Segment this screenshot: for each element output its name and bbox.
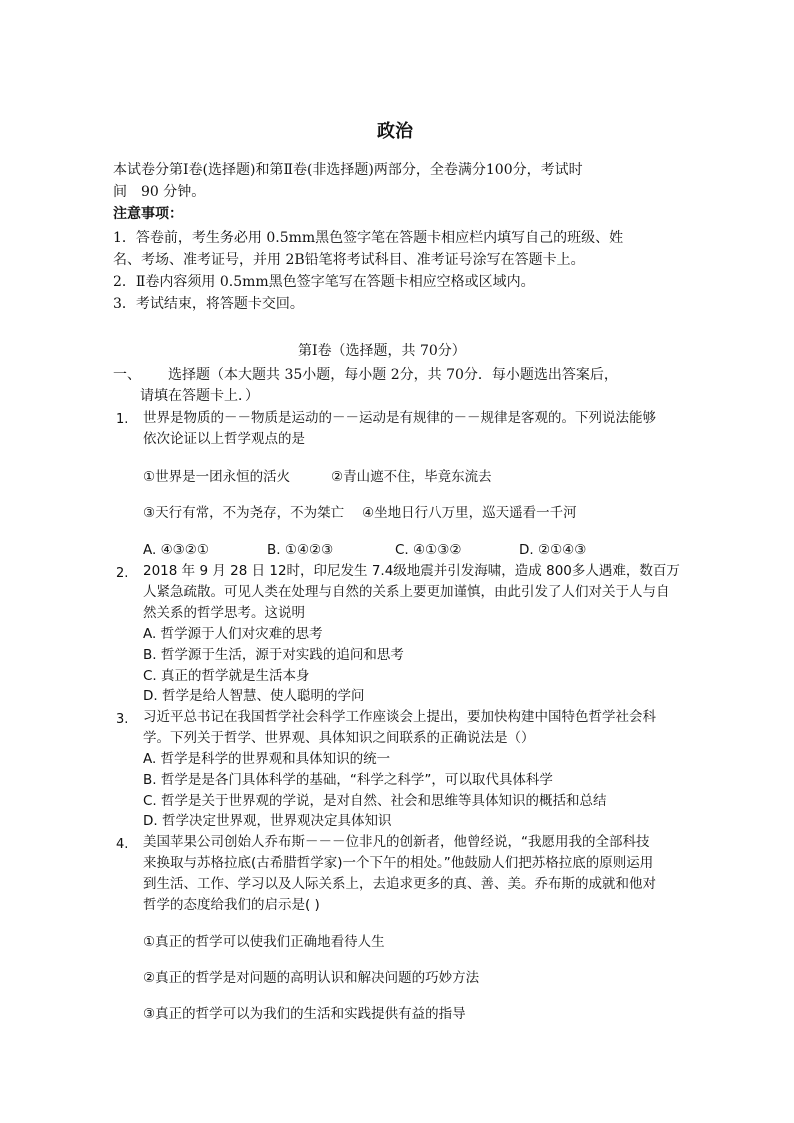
section-title: 第Ⅰ卷（选择题，共 70分） (298, 343, 466, 359)
section-number: 一、 (113, 367, 141, 383)
question-stem-line: 然关系的哲学思考。这说明 (143, 605, 305, 621)
note-line-2: 名、考场、准考证号，并用 2B铅笔将考试科目、准考证号涂写在答题卡上。 (113, 252, 585, 268)
notes-heading: 注意事项： (113, 206, 183, 222)
question-stem-line: 人紧急疏散。可见人类在处理与自然的关系上要更加谨慎，由此引发了人们对关于人与自 (143, 584, 670, 600)
question-stem-line: 来换取与苏格拉底(古希腊哲学家)一个下午的相处。”他鼓励人们把苏格拉底的原则运用 (143, 855, 654, 871)
question-option: ②真正的哲学是对问题的高明认识和解决问题的巧妙方法 (143, 970, 480, 986)
answer-choice: C. 真正的哲学就是生活本身 (143, 668, 310, 684)
note-line-1: 1．答卷前，考生务必用 0.5mm黑色签字笔在答题卡相应栏内填写自己的班级、姓 (113, 230, 624, 246)
question-stem-line: 美国苹果公司创始人乔布斯－－－位非凡的创新者，他曾经说，“我愿用我的全部科技 (143, 834, 650, 850)
answer-choice: D. 哲学是给人智慧、使人聪明的学问 (143, 688, 365, 704)
intro-line-1: 本试卷分第Ⅰ卷(选择题)和第Ⅱ卷(非选择题)两部分，全卷满分100分，考试时 (113, 162, 583, 178)
answer-choice: B. ①④②③ (267, 542, 334, 558)
question-stem-line: 2018 年 9 月 28 日 12时，印尼发生 7.4级地震并引发海啸，造成 800多人遇难，数百万 (143, 563, 680, 579)
question-number: 1. (116, 412, 129, 427)
answer-choice: A. 哲学源于人们对灾难的思考 (143, 626, 323, 642)
answer-choice: C. 哲学是关于世界观的学说，是对自然、社会和思维等具体知识的概括和总结 (143, 793, 607, 809)
intro-line-2: 间 90 分钟。 (113, 184, 206, 200)
question-stem-line: 世界是物质的－－物质是运动的－－运动是有规律的－－规律是客观的。下列说法能够 (143, 410, 656, 426)
answer-choice: A. 哲学是科学的世界观和具体知识的统一 (143, 751, 391, 767)
section-desc-line-1: 选择题（本大题共 35小题，每小题 2分，共 70分．每小题选出答案后， (168, 367, 618, 383)
answer-choice: B. 哲学是是各门具体科学的基础，“科学之科学”，可以取代具体科学 (143, 772, 553, 788)
question-option: ③真正的哲学可以为我们的生活和实践提供有益的指导 (143, 1006, 466, 1022)
question-stem-line: 学。下列关于哲学、世界观、具体知识之间联系的正确说法是（） (143, 730, 535, 746)
answer-choice: B. 哲学源于生活，源于对实践的追问和思考 (143, 647, 404, 663)
note-line-4: 3．考试结束，将答题卡交回。 (113, 296, 304, 312)
page-title: 政治 (377, 121, 413, 142)
question-option: ②青山遮不住，毕竟东流去 (331, 469, 492, 485)
answer-choice: D. ②①④③ (519, 542, 587, 558)
question-option: ③天行有常，不为尧存，不为桀亡 (143, 505, 345, 521)
question-option: ①真正的哲学可以使我们正确地看待人生 (143, 934, 385, 950)
question-stem-line: 依次论证以上哲学观点的是 (143, 431, 305, 447)
question-option: ④坐地日行八万里，巡天遥看一千河 (362, 505, 577, 521)
question-stem-line: 哲学的态度给我们的启示是( ) (143, 897, 320, 913)
question-stem-line: 习近平总书记在我国哲学社会科学工作座谈会上提出，要加快构建中国特色哲学社会科 (143, 709, 656, 725)
question-number: 4. (116, 837, 129, 852)
question-stem-line: 到生活、工作、学习以及人际关系上，去追求更多的真、善、美。乔布斯的成就和他对 (143, 876, 656, 892)
note-line-3: 2．Ⅱ卷内容须用 0.5mm黑色签字笔写在答题卡相应空格或区域内。 (113, 274, 535, 290)
answer-choice: A. ④③②① (143, 542, 209, 558)
question-number: 2. (116, 566, 129, 581)
answer-choice: C. ④①③② (395, 542, 462, 558)
section-desc-line-2: 请填在答题卡上．） (140, 388, 259, 404)
question-number: 3. (116, 712, 129, 727)
question-option: ①世界是一团永恒的活火 (143, 469, 291, 485)
answer-choice: D. 哲学决定世界观，世界观决定具体知识 (143, 813, 392, 829)
